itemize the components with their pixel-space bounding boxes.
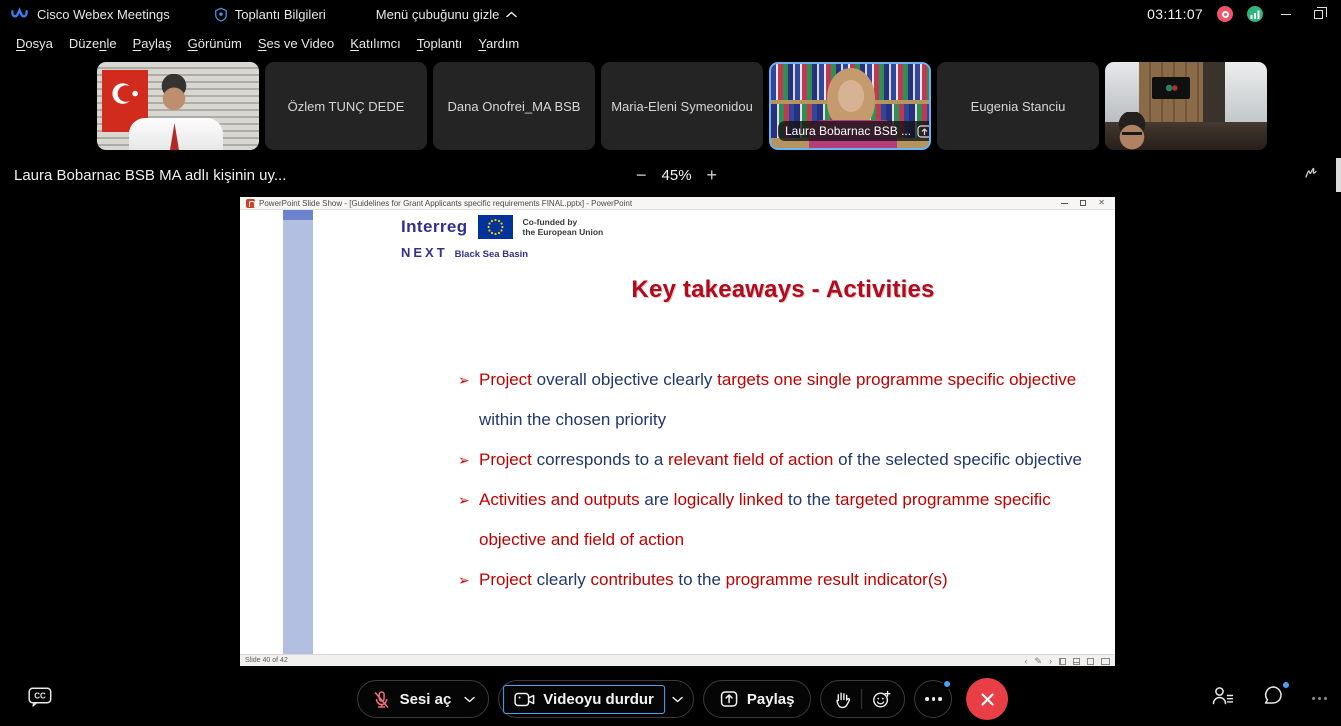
chat-notification-dot: [1281, 680, 1291, 690]
shared-screen-stage: [0, 196, 1341, 668]
participants-panel-button[interactable]: [1211, 685, 1234, 711]
participant-tile-7[interactable]: [1105, 62, 1267, 150]
more-options-button[interactable]: [914, 680, 952, 718]
ppt-prev-icon: ‹: [1024, 656, 1028, 666]
meeting-clock: 03:11:07: [1147, 6, 1203, 22]
participant-tile-4[interactable]: [601, 62, 763, 150]
closed-captions-button[interactable]: [28, 687, 53, 712]
recording-indicator[interactable]: [1217, 6, 1233, 22]
unmute-button[interactable]: [357, 680, 490, 718]
ppt-next-icon: ›: [1049, 656, 1052, 666]
sharing-badge-icon: [917, 125, 931, 138]
webex-logo-icon: [10, 5, 29, 24]
active-speaker-nametag: [778, 121, 931, 141]
participant-tile-6[interactable]: [937, 62, 1099, 150]
share-button[interactable]: [703, 680, 812, 718]
bullet-text-segment: Project: [479, 370, 537, 389]
bullet-text-segment: Project: [479, 570, 537, 589]
slide-counter: Slide 40 of 42: [245, 657, 288, 664]
bullet-text-segment: to the: [788, 490, 836, 509]
bullet-text-segment: clearly: [536, 570, 591, 589]
minimize-button[interactable]: [1277, 5, 1295, 23]
bullet-text-segment: programme result indicator(s): [725, 570, 948, 589]
bullet-text-segment: to the: [678, 570, 726, 589]
bullet-text-segment: contributes: [590, 570, 679, 589]
menu-item-7[interactable]: Yardım: [478, 35, 520, 51]
black-sea-basin-label: Black Sea Basin: [454, 249, 529, 260]
interreg-wordmark: Interreg: [401, 217, 468, 236]
ppt-scrollbar-strip: [283, 210, 313, 654]
share-screen-icon: [720, 690, 738, 708]
share-status-row: [0, 156, 1341, 196]
eu-flag-icon: [478, 215, 513, 239]
video-options-chevron-icon[interactable]: [672, 696, 683, 703]
slide-bullet-3-line-1: [458, 480, 1158, 520]
cc-label: CC: [34, 691, 46, 701]
ppt-view-slideshow-icon: [1087, 658, 1094, 665]
share-label: Paylaş: [746, 690, 795, 708]
annotate-icon[interactable]: [1303, 165, 1321, 186]
bullet-marker: ➢: [458, 452, 470, 468]
video-scene-part: [1225, 62, 1267, 124]
menu-item-5[interactable]: Katılımcı: [350, 35, 401, 51]
camera-icon: [514, 692, 535, 707]
scrollbar-fragment[interactable]: [1336, 158, 1341, 192]
bullet-marker: ➢: [458, 492, 470, 508]
menu-item-3[interactable]: Görünüm: [187, 35, 242, 51]
slide-bullet-list: [458, 360, 1158, 600]
menubar: [0, 28, 1341, 58]
more-panels-button[interactable]: [1312, 697, 1327, 700]
slide-bullet-1-line-1: [458, 360, 1158, 400]
participant-name-label: Eugenia Stanciu: [970, 98, 1066, 114]
eu-cofunded-text: Co-funded by the European Union: [522, 216, 604, 237]
bullet-marker: ➢: [458, 572, 470, 588]
video-scene-part: [838, 80, 864, 112]
bullet-text-segment: Project: [479, 450, 537, 469]
ppt-view-grid-icon: [1059, 658, 1066, 665]
unmute-label: Sesi aç: [399, 690, 452, 708]
bullet-text-segment: relevant field of action: [668, 450, 839, 469]
participant-tile-2[interactable]: [265, 62, 427, 150]
more-options-notification-dot: [942, 679, 952, 689]
slide-title: Key takeaways - Activities: [631, 276, 935, 303]
video-scene-part: [1113, 112, 1151, 150]
bullet-marker: ➢: [458, 372, 470, 388]
ppt-minimize-icon: [1061, 203, 1068, 204]
connection-quality-icon[interactable]: [1247, 6, 1263, 22]
bullet-text-segment: within the chosen priority: [479, 410, 667, 429]
leave-meeting-button[interactable]: [966, 678, 1008, 720]
interreg-logo-block: [401, 215, 603, 260]
audio-options-chevron-icon[interactable]: [464, 696, 475, 703]
ppt-statusbar: [240, 654, 1115, 666]
bullet-text-segment: targets one single programme specific objective: [717, 370, 1077, 389]
restore-window-button[interactable]: [1309, 5, 1327, 23]
active-speaker-name: Laura Bobarnac BSB ...: [785, 124, 912, 138]
bullet-text-segment: of the selected specific objective: [838, 450, 1082, 469]
meeting-controls-bar: [0, 668, 1341, 726]
microphone-muted-icon: [372, 690, 391, 709]
ppt-pen-icon: ✎: [1034, 656, 1042, 666]
menu-item-1[interactable]: Düzenle: [68, 35, 117, 51]
reactions-group: [820, 680, 905, 718]
zoom-out-button[interactable]: −: [636, 165, 647, 185]
ppt-view-normal-icon: [1073, 658, 1080, 665]
powerpoint-app-icon: [246, 199, 255, 208]
bullet-text-segment: corresponds to a: [536, 450, 668, 469]
menu-item-0[interactable]: Dosya: [16, 35, 53, 51]
shield-icon: [214, 7, 228, 22]
menu-item-2[interactable]: Paylaş: [132, 35, 172, 51]
reactions-emoji-icon[interactable]: [872, 690, 891, 709]
slide-bullet-2-line-1: [458, 440, 1158, 480]
viewing-status-text: Laura Bobarnac BSB MA adlı kişinin uy...: [14, 167, 287, 184]
bullet-text-segment: logically linked: [673, 490, 789, 509]
menu-item-6[interactable]: Toplantı: [416, 35, 463, 51]
bullet-text-segment: overall objective clearly: [536, 370, 718, 389]
zoom-in-button[interactable]: +: [706, 165, 718, 185]
bullet-text-segment: objective and field of action: [479, 530, 685, 549]
slide-bullet-1-line-2: [458, 400, 1158, 440]
powerpoint-window: [240, 197, 1115, 666]
menu-item-4[interactable]: Ses ve Video: [257, 35, 335, 51]
chevron-up-icon: [506, 11, 517, 18]
next-wordmark: NEXT: [401, 245, 448, 260]
video-scene-part: [1152, 77, 1190, 99]
slide-bullet-3-line-2: [458, 520, 1158, 560]
video-scene-part: [157, 74, 191, 114]
ppt-scrollbar-thumb: [283, 210, 313, 220]
participant-filmstrip: [0, 58, 1341, 156]
stop-video-button[interactable]: [498, 680, 694, 718]
participant-tile-3[interactable]: [433, 62, 595, 150]
bullet-text-segment: Activities and outputs: [479, 490, 645, 509]
ppt-view-fit-icon: [1101, 658, 1110, 665]
powerpoint-window-title: PowerPoint Slide Show - [Guidelines for Grant Applicants specific requirements FINAL.pptx] - PowerPoint: [259, 198, 633, 208]
participant-tile-5[interactable]: [769, 62, 931, 150]
chat-panel-button[interactable]: [1262, 685, 1284, 711]
powerpoint-titlebar: [240, 197, 1115, 210]
ppt-restore-icon: [1080, 200, 1086, 206]
slide-bullet-4-line-1: [458, 560, 1158, 600]
bullet-text-segment: are: [644, 490, 674, 509]
hide-menubar-button[interactable]: [376, 7, 518, 22]
participant-name-label: Maria-Eleni Symeonidou: [611, 98, 753, 114]
titlebar: [0, 0, 1341, 28]
ppt-close-icon: ✕: [1098, 198, 1105, 207]
slide-canvas: [313, 210, 1115, 654]
participant-name-label: Özlem TUNÇ DEDE: [287, 98, 405, 114]
meeting-info-label: Toplantı Bilgileri: [234, 6, 326, 22]
hide-menubar-label: Menü çubuğunu gizle: [375, 6, 500, 22]
participant-tile-1[interactable]: [97, 62, 259, 150]
stop-video-focus-ring: [503, 685, 665, 714]
raise-hand-icon[interactable]: [834, 690, 851, 709]
divider: [861, 689, 862, 709]
stop-video-label: Videoyu durdur: [543, 690, 654, 708]
meeting-info-button[interactable]: [214, 7, 326, 22]
zoom-level: 45%: [661, 166, 692, 184]
participant-name-label: Dana Onofrei_MA BSB: [447, 98, 581, 114]
app-title: Cisco Webex Meetings: [37, 6, 170, 22]
bullet-text-segment: targeted programme specific: [835, 490, 1051, 509]
